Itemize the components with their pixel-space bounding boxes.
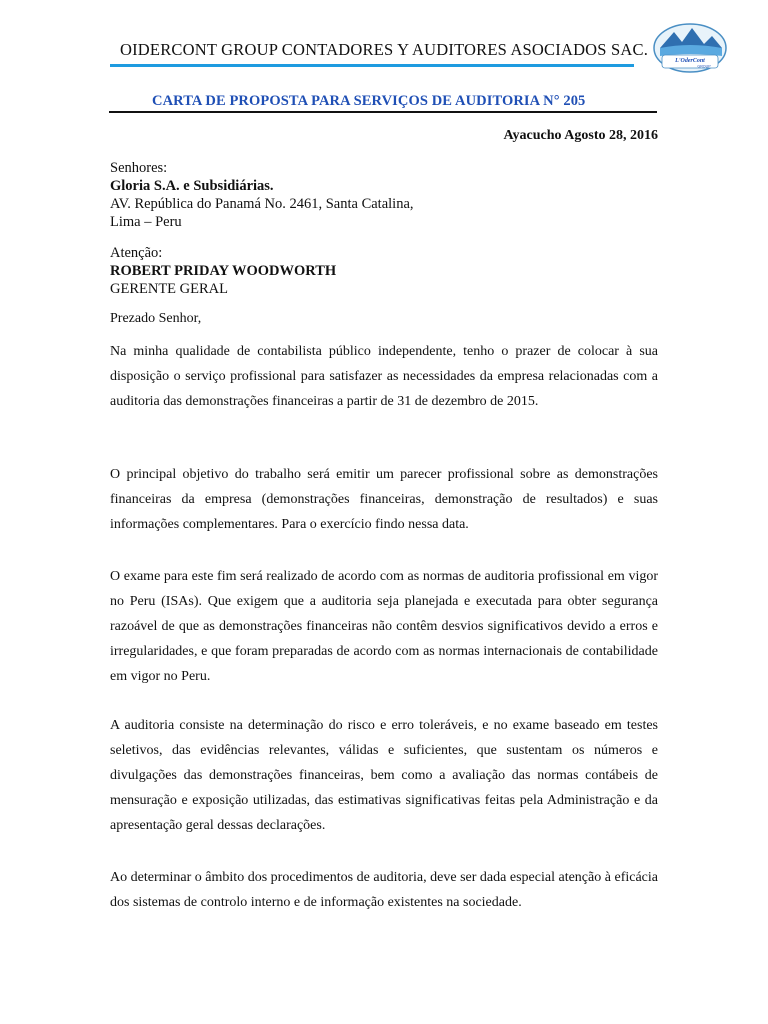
attention-block — [110, 244, 336, 298]
greeting: Prezado Senhor, — [110, 311, 202, 326]
body-paragraph: A auditoria consiste na determinação do risco e erro toleráveis, e no exame baseado em testes seletivos, das evidências relevantes, válidas e suficientes, que sustentam os números e divulgações das demonstrações financeiras, bem como a avaliação das normas contábeis de mensuração e exposição utilizadas, das estimativas significativas feitas pela Administração e da apresentação geral dessas declarações. — [110, 718, 658, 833]
company-logo — [652, 22, 728, 74]
attention-label: Atenção: — [110, 245, 163, 261]
title-rule — [109, 111, 657, 113]
attention-name: ROBERT PRIDAY WOODWORTH — [110, 263, 337, 279]
logo-text: L'OderCont — [675, 58, 705, 64]
attention-role: GERENTE GERAL — [110, 281, 228, 297]
document-title: CARTA DE PROPOSTA PARA SERVIÇOS DE AUDITORIA N° 205 — [152, 93, 586, 109]
body-paragraph: Na minha qualidade de contabilista público independente, tenho o prazer de colocar à sua disposição o serviço profissional para satisfazer as necessidades da empresa relacionadas com a auditoria das demonstrações financeiras a partir de 31 de dezembro de 2015. — [110, 344, 658, 409]
body-paragraph: O principal objetivo do trabalho será emitir um parecer profissional sobre as demonstrações financeiras da empresa (demonstrações financeiras, demonstração de resultados) e suas informações complementares. Para o exercício findo nessa data. — [110, 467, 658, 532]
address-line-2: Lima – Peru — [110, 214, 182, 230]
letter-date: Ayacucho Agosto 28, 2016 — [503, 128, 658, 143]
body-paragraph: O exame para este fim será realizado de acordo com as normas de auditoria profissional em vigor no Peru (ISAs). Que exigem que a auditoria seja planejada e executada para obter segurança razoável de que as demonstrações financeiras não contêm desvios significativos devido a erros e irregularidades, e que foram preparadas de acordo com as normas internacionais de contabilidade em vigor no Peru. — [110, 569, 658, 684]
address-line-1: AV. República do Panamá No. 2461, Santa Catalina, — [110, 196, 414, 212]
salutation-to: Senhores: — [110, 160, 168, 176]
recipient-name: Gloria S.A. e Subsidiárias. — [110, 178, 274, 194]
body-paragraph: Ao determinar o âmbito dos procedimentos de auditoria, deve ser dada especial atenção à eficácia dos sistemas de controlo interno e de informação existentes na sociedade. — [110, 870, 658, 910]
logo-subtext: GROUP — [697, 64, 711, 69]
header-rule — [110, 64, 634, 67]
company-header: OIDERCONT GROUP CONTADORES Y AUDITORES ASOCIADOS SAC. — [120, 40, 649, 59]
recipient-block — [110, 159, 414, 231]
